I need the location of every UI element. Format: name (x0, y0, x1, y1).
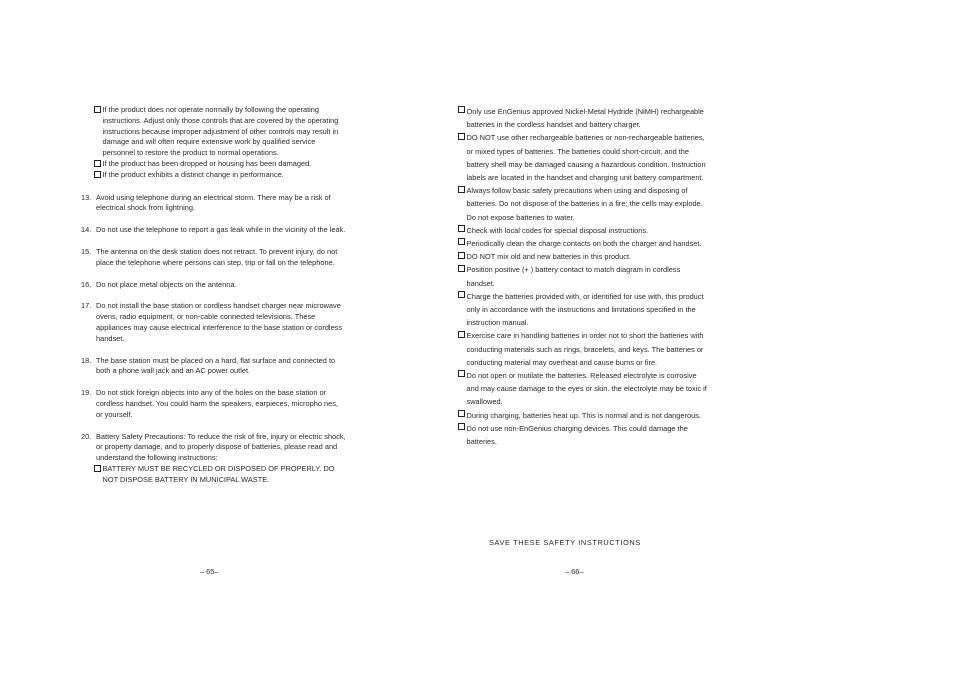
checkbox-icon (458, 238, 465, 245)
sub-item: If the product exhibits a distinct change in performance. (94, 170, 346, 181)
sub-item: If the product does not operate normally by following the operating instructions. Adjust only those controls that are covered by the operating instructions because improper adjustment of other controls may result in damage and will often require extensive work by qualified service personnel to restore the product to normal operations. (94, 105, 346, 159)
sub-item: During charging, batteries heat up. This is normal and is not dangerous. (458, 409, 708, 422)
checkbox-icon (94, 465, 101, 472)
checkbox-icon (458, 410, 465, 417)
checkbox-icon (94, 160, 101, 167)
save-instructions-note: SAVE THESE SAFETY INSTRUCTIONS (489, 538, 641, 547)
sub-item: If the product has been dropped or housing has been damaged. (94, 159, 346, 170)
list-item: 17. Do not install the base station or cordless handset charger near microwave ovens, radio equipment, or non-cable connected televisions. These appliances may cause electrical interference to the base station or cordless handset. (81, 301, 343, 343)
sub-item: Position positive (+ ) battery contact to match diagram in cordless handset. (458, 263, 708, 289)
sub-item: Do not open or mutilate the batteries. Released electrolyte is corrosive and may cause damage to the eyes or skin. the electrolyte may be toxic if swallowed. (458, 369, 708, 409)
sub-item: Exercise care in handling batteries in order not to short the batteries with conducting materials such as rings, bracelets, and keys. The batteries or conducting material may overheat and cause burns or fire. (458, 329, 708, 369)
list-item: 20. Battery Safety Precautions: To reduce the risk of fire, injury or electric shock, or property damage, and to properly dispose of batteries, please read and understand the following instructions: (81, 431, 346, 463)
sub-item: Do not use non-EnGenius charging devices. This could damage the batteries. (458, 422, 708, 448)
list-item: 16. Do not place metal objects on the antenna. (81, 279, 237, 289)
checkbox-icon (458, 133, 465, 140)
sub-item: Charge the batteries provided with, or identified for use with, this product only in accordance with the instructions and limitations specified in the instruction manual. (458, 290, 708, 330)
checkbox-icon (458, 370, 465, 377)
right-column (458, 105, 708, 448)
list-item: 13. Avoid using telephone during an electrical storm. There may be a risk of electrical shock from lightning. (81, 192, 331, 213)
sub-item: DO NOT mix old and new batteries in this product. (458, 250, 708, 263)
list-item: 18. The base station must be placed on a hard, flat surface and connected to both a phone wall jack and an AC power outlet. (81, 355, 336, 376)
checkbox-icon (94, 171, 101, 178)
checkbox-icon (458, 225, 465, 232)
checkbox-icon (458, 252, 465, 259)
sub-item: BATTERY MUST BE RECYCLED OR DISPOSED OF PROPERLY. DO NOT DISPOSE BATTERY IN MUNICIPAL WASTE. (94, 464, 346, 486)
sub-item: DO NOT use other rechargeable batteries or non-rechargeable batteries, or mixed types of batteries. The batteries could short-circuit, and the battery shell may be damaged causing a hazardous condition. Instruction labels are located in the handset and charging unit battery compartment. (458, 131, 708, 184)
checkbox-icon (458, 291, 465, 298)
sub-item: Only use EnGenius approved Nickel-Metal Hydride (NiMH) rechargeable batteries in the cordless handset and battery charger. (458, 105, 708, 131)
sub-item: Periodically clean the charge contacts on both the charger and handset. (458, 237, 708, 250)
sub-item: Always follow basic safety precautions when using and disposing of batteries. Do not dispose of the batteries in a fire; the cells may explode. Do not expose batteries to water. (458, 184, 708, 224)
checkbox-icon (94, 106, 101, 113)
checkbox-icon (458, 186, 465, 193)
list-item: 19. Do not stick foreign objects into any of the holes on the base station or cordless handset. You could harm the speakers, earpieces, micropho nes, or yourself. (81, 388, 338, 419)
list-item: 14. Do not use the telephone to report a gas leak while in the vicinity of the leak. (81, 225, 346, 235)
checkbox-icon (458, 423, 465, 430)
page-number: – 66– (565, 567, 584, 576)
list-item: 15. The antenna on the desk station does not retract. To prevent injury, do not place the telephone where persons can step, trip or fall on the telephone. (81, 246, 338, 267)
sub-item: Check with local codes for special disposal instructions. (458, 224, 708, 237)
page-number: – 65– (200, 567, 219, 576)
checkbox-icon (458, 265, 465, 272)
checkbox-icon (458, 331, 465, 338)
left-column (81, 105, 346, 486)
checkbox-icon (458, 106, 465, 113)
